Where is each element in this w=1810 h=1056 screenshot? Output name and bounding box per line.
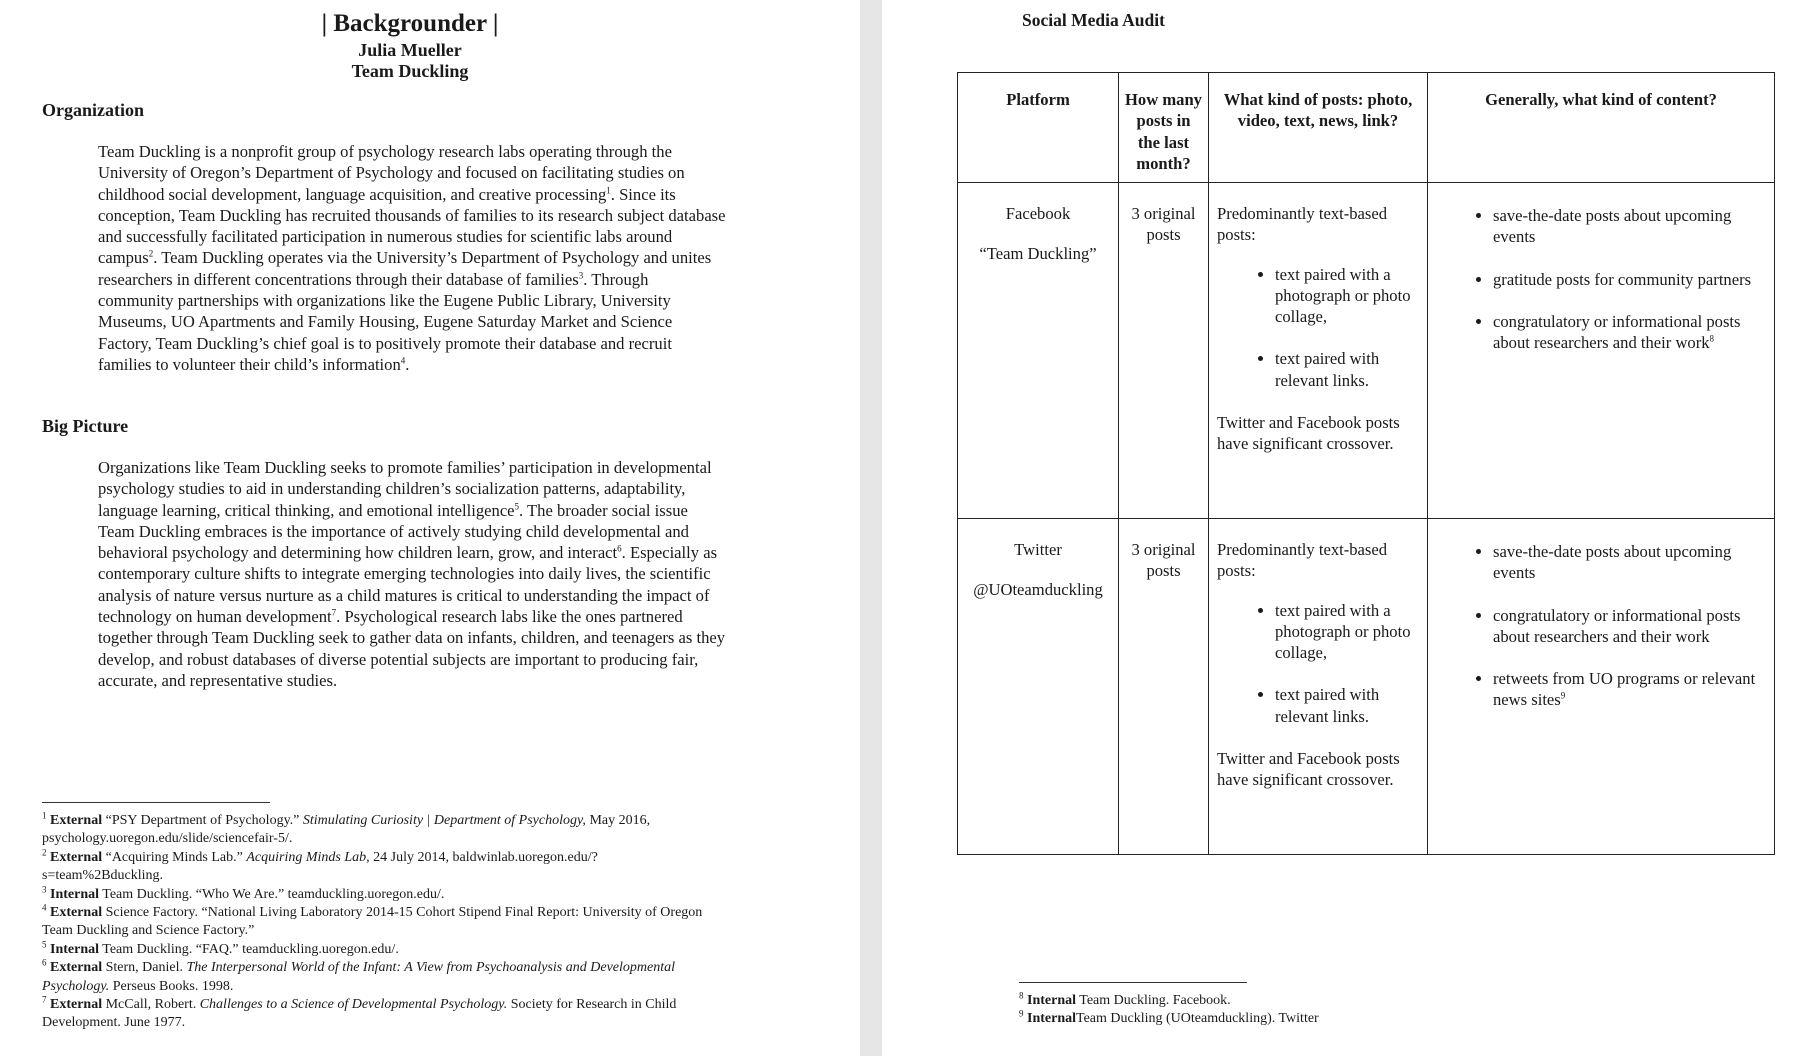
footnote-ref: 1 [42,810,47,821]
footnote-ref: 6 [42,957,47,968]
footnote-9: $^9$ InternalTeam Duckling (UOteamduckling). Twitter [1019,1008,1319,1027]
footnote-ref: 5 [514,501,520,512]
post-kind-intro: Predominantly text-based posts: [1217,204,1388,245]
footnote-ref: 9 [1560,690,1566,701]
list-item: • text paired with a photograph or photo collage, [1275,600,1419,664]
social-media-audit-page [882,0,1810,1056]
platform-name: Facebook [1005,204,1071,223]
organization-paragraph [98,141,728,375]
list-item: • save-the-date posts about upcoming events [1493,541,1774,584]
table-header-row [958,73,1775,183]
footnote-separator [1019,982,1247,983]
source-type: External [50,813,103,828]
organization-text: Team Duckling is a nonprofit group of psychology research labs operating through the University of Oregon’s Department of Psychology and focused on facilitating studies on childhood social development, language acquisition, and creative processing$^1$. Since its conception, Team Duckling has recruited thousands of families to its research subject database and successfully facilitated participation in numerous studies for scientific labs around campus$^2$. Team Duckling operates via the University’s Department of Psychology and unites researchers in different concentrations through their database of families$^3$. Through community partnerships with organizations like the Eugene Public Library, University Museums, UO Apartments and Family Housing, Eugene Saturday Market and Science Factory, Team Duckling’s chief goal is to positively promote their database and recruit families to volunteer their child’s information$^4$. [98,142,726,374]
content-list [1428,205,1774,353]
footnotes-left [42,812,712,1033]
section-heading-big-picture: Big Picture [42,416,129,436]
footnote-5: $^5$ Internal Team Duckling. “FAQ.” teamduckling.uoregon.edu/. [42,939,399,957]
table-row [958,519,1775,855]
source-type: Internal [1027,993,1076,1008]
footnote-ref: 7 [42,994,47,1005]
big-picture-text: Organizations like Team Duckling seeks to promote families’ participation in developmental psychology studies to aid in understanding children’s socialization patterns, adaptability, language learning, critical thinking, and emotional intelligence$^5$. The broader social issue Team Duckling embraces is the importance of actively studying child developmental and behavioral psychology and determining how children learn, grow, and interact$^6$. Especially as contemporary culture shifts to integrate emerging technologies into daily lives, the scientific analysis of nature versus nurture as a child matures is critical to understanding the impact of technology on human development$^7$. Psychological research labs like the ones partnered together through Team Duckling seek to gather data on infants, children, and teenagers as they develop, and robust databases of diverse potential subjects are important to producing fair, accurate, and representative studies. [98,458,726,690]
footnote-ref: 6 [617,543,622,554]
list-item: • text paired with relevant links. [1275,348,1419,391]
source-type: Internal [50,941,99,957]
footnote-ref: 2 [148,248,154,259]
page-gutter [860,0,882,1056]
footnote-6: $^6$ External Stern, Daniel. The Interpersonal World of the Infant: A View from Psychoanalysis and Developmental Psychology. Perseus Books. 1998. [42,957,676,994]
list-item: • congratulatory or informational posts about researchers and their work [1493,605,1774,648]
audit-title: Social Media Audit [1022,10,1165,30]
section-heading-organization: Organization [42,100,144,120]
post-count-cell: 3 original posts [1119,519,1209,855]
platform-handle: @UOteamduckling [973,580,1103,600]
big-picture-paragraph [98,457,728,691]
header-content: Generally, what kind of content? [1428,73,1775,183]
footnotes-right [1019,992,1619,1029]
source-type: External [50,849,103,865]
post-kind-note: Twitter and Facebook posts have significant crossover. [1217,749,1400,790]
post-kind-note: Twitter and Facebook posts have significant crossover. [1217,413,1400,454]
source-type: External [50,905,103,921]
post-count-cell: 3 original posts [1119,183,1209,519]
post-kind-list [1217,264,1419,391]
source-title: Stimulating Curiosity | Department of Psychology, [302,813,586,828]
footnote-ref: 2 [42,847,47,858]
source-type: Internal [50,886,99,902]
team-name: Team Duckling [351,61,469,81]
source-title: Challenges to a Science of Developmental Psychology. [199,997,508,1013]
table-row [958,183,1775,519]
platform-handle: “Team Duckling” [979,244,1097,264]
footnote-7: $^7$ External McCall, Robert. Challenges to a Science of Developmental Psychology. Society for Research in Child Development. June 1977. [42,994,677,1031]
header-post-kind: What kind of posts: photo, video, text, news, link? [1209,73,1428,183]
header-platform: Platform [958,73,1119,183]
source-title: The Interpersonal World of the Infant: A View from Psychoanalysis and Developmental Psychology. [42,960,676,994]
footnote-ref: 7 [331,607,337,618]
footnote-ref: 8 [1019,990,1024,1001]
list-item: • gratitude posts for community partners [1493,269,1774,290]
footnote-3: $^3$ Internal Team Duckling. “Who We Are.” teamduckling.uoregon.edu/. [42,883,445,902]
header-post-count: How many posts in the last month? [1119,73,1209,183]
platform-cell [958,519,1119,855]
platform-name: Twitter [1014,540,1062,559]
list-item: • text paired with a photograph or photo collage, [1275,264,1419,328]
footnote-8: $^8$ Internal Team Duckling. Facebook. [1019,990,1231,1008]
source-type: External [50,997,103,1013]
content-cell [1428,183,1775,519]
footnote-2: $^2$ External “Acquiring Minds Lab.” Acquiring Minds Lab, 24 July 2014, baldwinlab.uoregon.edu/?s=team%2Bduckling. [42,847,598,884]
post-kind-list [1217,600,1419,727]
footnote-separator [42,802,270,803]
backgrounder-page [0,0,860,1056]
list-item: • retweets from UO programs or relevant news sites$^9$ [1493,668,1774,711]
source-type: External [50,960,103,976]
post-kind-cell [1209,519,1428,855]
platform-cell [958,183,1119,519]
footnote-1: $^1$ External “PSY Department of Psychology.” Stimulating Curiosity | Department of Psychology, May 2016, psychology.uoregon.edu/slide/sciencefair-5/. [42,810,651,847]
footnote-ref: 8 [1709,333,1715,344]
document-title: | Backgrounder | [321,10,499,37]
author-name: Julia Mueller [358,40,462,60]
footnote-ref: 1 [606,185,611,196]
list-item: • save-the-date posts about upcoming events [1493,205,1774,248]
list-item: • congratulatory or informational posts about researchers and their work$^8$ [1493,311,1774,354]
audit-table [957,72,1775,855]
footnote-ref: 5 [42,939,47,950]
post-kind-cell [1209,183,1428,519]
footnote-4: $^4$ External Science Factory. “National Living Laboratory 2014-15 Cohort Stipend Final Report: University of Oregon Team Duckling and Science Factory.” [42,902,703,939]
list-item: • text paired with relevant links. [1275,684,1419,727]
footnote-ref: 9 [1019,1008,1024,1019]
post-kind-intro: Predominantly text-based posts: [1217,540,1388,581]
content-cell [1428,519,1775,855]
footnote-ref: 4 [42,902,47,913]
source-title: Acquiring Minds Lab, [246,849,370,865]
source-type: Internal [1027,1011,1076,1027]
footnote-ref: 3 [42,883,47,894]
content-list [1428,541,1774,711]
footnote-ref: 3 [578,270,584,281]
footnote-ref: 4 [400,355,406,366]
